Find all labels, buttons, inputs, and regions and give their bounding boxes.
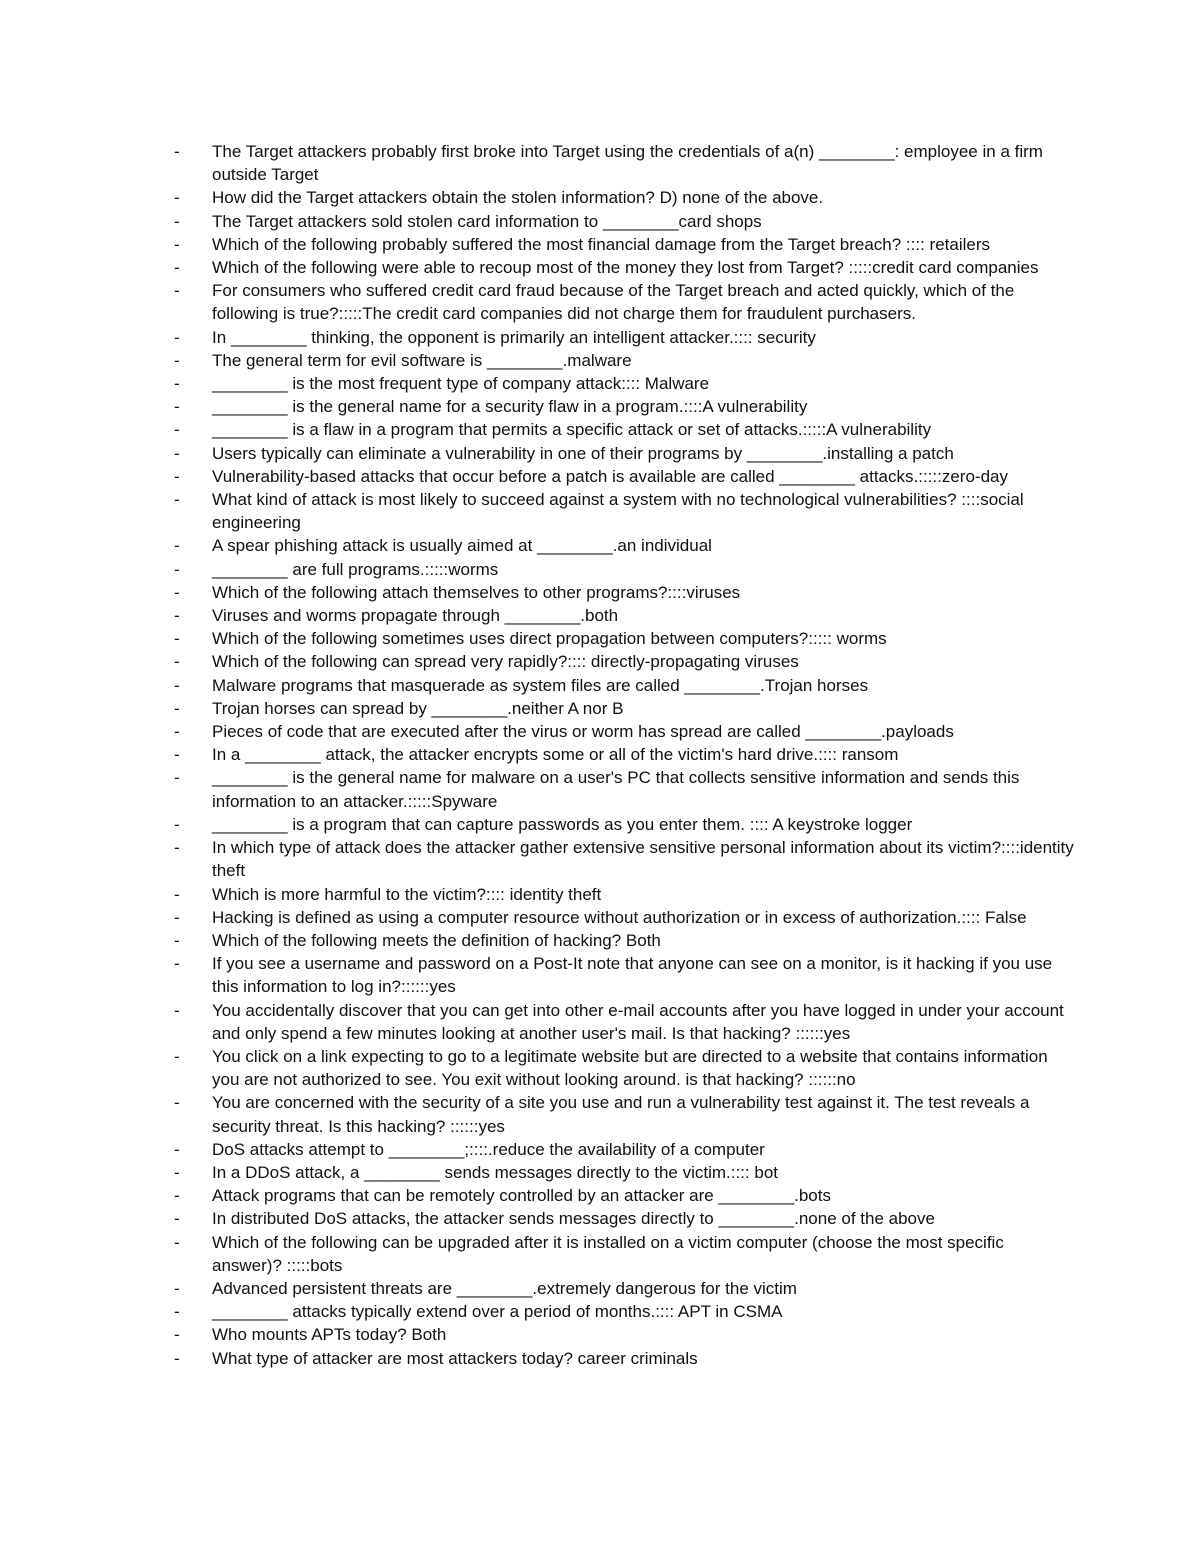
- list-item: [174, 442, 1074, 465]
- list-bullet: -: [174, 722, 180, 742]
- list-bullet: -: [174, 1162, 180, 1182]
- list-item: [174, 766, 1074, 812]
- list-item-text: A spear phishing attack is usually aimed at ________.an individual: [212, 536, 712, 556]
- list-item: [174, 999, 1074, 1045]
- list-item-text: ________ is the general name for malware on a user's PC that collects sensitive information and sends this information to an attacker.:::::Spyware: [212, 768, 1020, 811]
- list-bullet: -: [174, 768, 180, 788]
- list-item-text: Attack programs that can be remotely controlled by an attacker are ________.bots: [212, 1186, 831, 1206]
- list-item-text: Which of the following sometimes uses direct propagation between computers?::::: worms: [212, 629, 887, 649]
- list-item-text: How did the Target attackers obtain the stolen information? D) none of the above.: [212, 188, 824, 208]
- list-item-text: Viruses and worms propagate through ________.both: [212, 606, 619, 626]
- list-bullet: -: [174, 188, 180, 208]
- list-item: [174, 210, 1074, 233]
- list-bullet: -: [174, 1278, 180, 1298]
- list-item: [174, 813, 1074, 836]
- list-bullet: -: [174, 420, 180, 440]
- list-item-text: Pieces of code that are executed after the virus or worm has spread are called ________.payloads: [212, 722, 954, 742]
- list-item: [174, 349, 1074, 372]
- list-bullet: -: [174, 1302, 180, 1322]
- list-item: [174, 558, 1074, 581]
- list-item-text: Which of the following meets the definition of hacking? Both: [212, 930, 661, 950]
- list-item-text: ________ is the general name for a security flaw in a program.::::A vulnerability: [212, 397, 808, 417]
- list-item: [174, 720, 1074, 743]
- list-item-text: In ________ thinking, the opponent is primarily an intelligent attacker.:::: security: [212, 327, 816, 347]
- list-bullet: -: [174, 1325, 180, 1345]
- list-bullet: -: [174, 907, 180, 927]
- list-item-text: For consumers who suffered credit card fraud because of the Target breach and acted quickly, which of the following is true?:::::The credit card companies did not charge them for fraudulent purchasers.: [212, 281, 1015, 324]
- list-item-text: What kind of attack is most likely to succeed against a system with no technological vulnerabilities? ::::social engineering: [212, 490, 1024, 533]
- list-bullet: -: [174, 745, 180, 765]
- list-item: [174, 627, 1074, 650]
- list-item: [174, 604, 1074, 627]
- list-item: [174, 697, 1074, 720]
- list-item-text: In distributed DoS attacks, the attacker sends messages directly to ________.none of the above: [212, 1209, 935, 1229]
- list-item-text: Which of the following attach themselves to other programs?::::viruses: [212, 582, 741, 602]
- list-item: [174, 883, 1074, 906]
- list-item-text: ________ is a program that can capture passwords as you enter them. :::: A keystroke logger: [212, 814, 913, 834]
- list-bullet: -: [174, 606, 180, 626]
- list-bullet: -: [174, 234, 180, 254]
- list-bullet: -: [174, 211, 180, 231]
- list-bullet: -: [174, 675, 180, 695]
- list-bullet: -: [174, 698, 180, 718]
- list-item: [174, 1138, 1074, 1161]
- list-item-text: Which of the following can be upgraded after it is installed on a victim computer (choose the most specific answer)? :::::bots: [212, 1232, 1004, 1275]
- list-item: [174, 674, 1074, 697]
- list-item: [174, 1184, 1074, 1207]
- list-item: [174, 1300, 1074, 1323]
- list-item: [174, 952, 1074, 998]
- list-item: [174, 279, 1074, 325]
- list-item: [174, 1091, 1074, 1137]
- list-bullet: -: [174, 582, 180, 602]
- list-item: [174, 418, 1074, 441]
- list-item-text: ________ is the most frequent type of company attack:::: Malware: [212, 374, 710, 394]
- list-bullet: -: [174, 1139, 180, 1159]
- list-bullet: -: [174, 1186, 180, 1206]
- list-bullet: -: [174, 1348, 180, 1368]
- list-item: [174, 1207, 1074, 1230]
- list-item: [174, 1277, 1074, 1300]
- list-bullet: -: [174, 954, 180, 974]
- list-bullet: -: [174, 490, 180, 510]
- list-item-text: Which of the following probably suffered the most financial damage from the Target breach? :::: retailers: [212, 234, 991, 254]
- list-item: [174, 186, 1074, 209]
- list-item-text: In which type of attack does the attacker gather extensive sensitive personal information about its victim?::::identity theft: [212, 838, 1074, 881]
- list-item-text: In a ________ attack, the attacker encrypts some or all of the victim's hard drive.:::: ransom: [212, 745, 899, 765]
- list-bullet: -: [174, 814, 180, 834]
- list-item-text: You click on a link expecting to go to a legitimate website but are directed to a website that contains information you are not authorized to see. You exit without looking around. is that hacking? ::::::no: [212, 1046, 1048, 1090]
- list-item-text: The Target attackers sold stolen card information to ________card shops: [212, 211, 762, 231]
- list-item-text: Hacking is defined as using a computer resource without authorization or in excess of authorization.:::: False: [212, 907, 1027, 927]
- list-bullet: -: [174, 536, 180, 556]
- list-item-text: Malware programs that masquerade as system files are called ________.Trojan horses: [212, 675, 869, 695]
- list-item: [174, 488, 1074, 534]
- list-item-text: Which is more harmful to the victim?:::: identity theft: [212, 884, 602, 904]
- list-bullet: -: [174, 397, 180, 417]
- list-item: [174, 929, 1074, 952]
- list-item: [174, 326, 1074, 349]
- list-item: [174, 1161, 1074, 1184]
- list-bullet: -: [174, 1209, 180, 1229]
- list-item-text: Which of the following can spread very rapidly?:::: directly-propagating viruses: [212, 652, 799, 672]
- list-item: [174, 140, 1074, 186]
- qa-list: [174, 140, 1074, 1370]
- list-item-text: Which of the following were able to recoup most of the money they lost from Target? :::::credit card companies: [212, 258, 1039, 278]
- list-item: [174, 1323, 1074, 1346]
- list-item-text: ________ are full programs.:::::worms: [212, 559, 499, 579]
- list-item: [174, 906, 1074, 929]
- list-bullet: -: [174, 559, 180, 579]
- list-item: [174, 650, 1074, 673]
- list-bullet: -: [174, 838, 180, 858]
- list-item: [174, 743, 1074, 766]
- list-item: [174, 395, 1074, 418]
- list-bullet: -: [174, 1093, 180, 1113]
- list-item: [174, 233, 1074, 256]
- list-item-text: ________ is a flaw in a program that permits a specific attack or set of attacks.:::::A vulnerability: [212, 420, 932, 440]
- list-item-text: Who mounts APTs today? Both: [212, 1325, 447, 1345]
- list-bullet: -: [174, 466, 180, 486]
- list-bullet: -: [174, 374, 180, 394]
- list-item-text: Vulnerability-based attacks that occur before a patch is available are called ________ attacks.:::::zero-day: [212, 466, 1008, 486]
- list-bullet: -: [174, 1232, 180, 1252]
- list-bullet: -: [174, 327, 180, 347]
- list-item-text: You accidentally discover that you can get into other e-mail accounts after you have logged in under your account and only spend a few minutes looking at another user's mail. Is that hacking? ::::::yes: [212, 1000, 1064, 1043]
- list-item: [174, 256, 1074, 279]
- list-bullet: -: [174, 652, 180, 672]
- list-bullet: -: [174, 142, 180, 161]
- list-bullet: -: [174, 350, 180, 370]
- list-item-text: Users typically can eliminate a vulnerability in one of their programs by ________.installing a patch: [212, 443, 954, 463]
- list-item-text: ________ attacks typically extend over a period of months.:::: APT in CSMA: [212, 1302, 783, 1322]
- list-bullet: -: [174, 884, 180, 904]
- list-bullet: -: [174, 1000, 180, 1020]
- list-item-text: If you see a username and password on a Post-It note that anyone can see on a monitor, is it hacking if you use this information to log in?::::::yes: [212, 954, 1053, 997]
- list-item: [174, 534, 1074, 557]
- list-item-text: What type of attacker are most attackers today? career criminals: [212, 1348, 698, 1368]
- list-item-text: DoS attacks attempt to ________;::::.reduce the availability of a computer: [212, 1139, 765, 1159]
- list-item: [174, 1347, 1074, 1370]
- list-item-text: The general term for evil software is ________.malware: [212, 350, 632, 370]
- list-item: [174, 1045, 1074, 1091]
- list-item-text: You are concerned with the security of a site you use and run a vulnerability test against it. The test reveals a security threat. Is this hacking? ::::::yes: [212, 1093, 1030, 1136]
- list-bullet: -: [174, 1046, 180, 1066]
- list-item: [174, 581, 1074, 604]
- list-item: [174, 372, 1074, 395]
- list-item-text: Trojan horses can spread by ________.neither A nor B: [212, 698, 624, 718]
- list-item: [174, 1231, 1074, 1277]
- list-item-text: Advanced persistent threats are ________.extremely dangerous for the victim: [212, 1278, 797, 1298]
- list-item-text: The Target attackers probably first broke into Target using the credentials of a(n) ________: employee in a firm outside Target: [212, 142, 1043, 185]
- list-item-text: In a DDoS attack, a ________ sends messages directly to the victim.:::: bot: [212, 1162, 779, 1182]
- list-item: [174, 836, 1074, 882]
- list-bullet: -: [174, 281, 180, 301]
- list-bullet: -: [174, 930, 180, 950]
- list-bullet: -: [174, 443, 180, 463]
- list-bullet: -: [174, 258, 180, 278]
- list-bullet: -: [174, 629, 180, 649]
- list-item: [174, 465, 1074, 488]
